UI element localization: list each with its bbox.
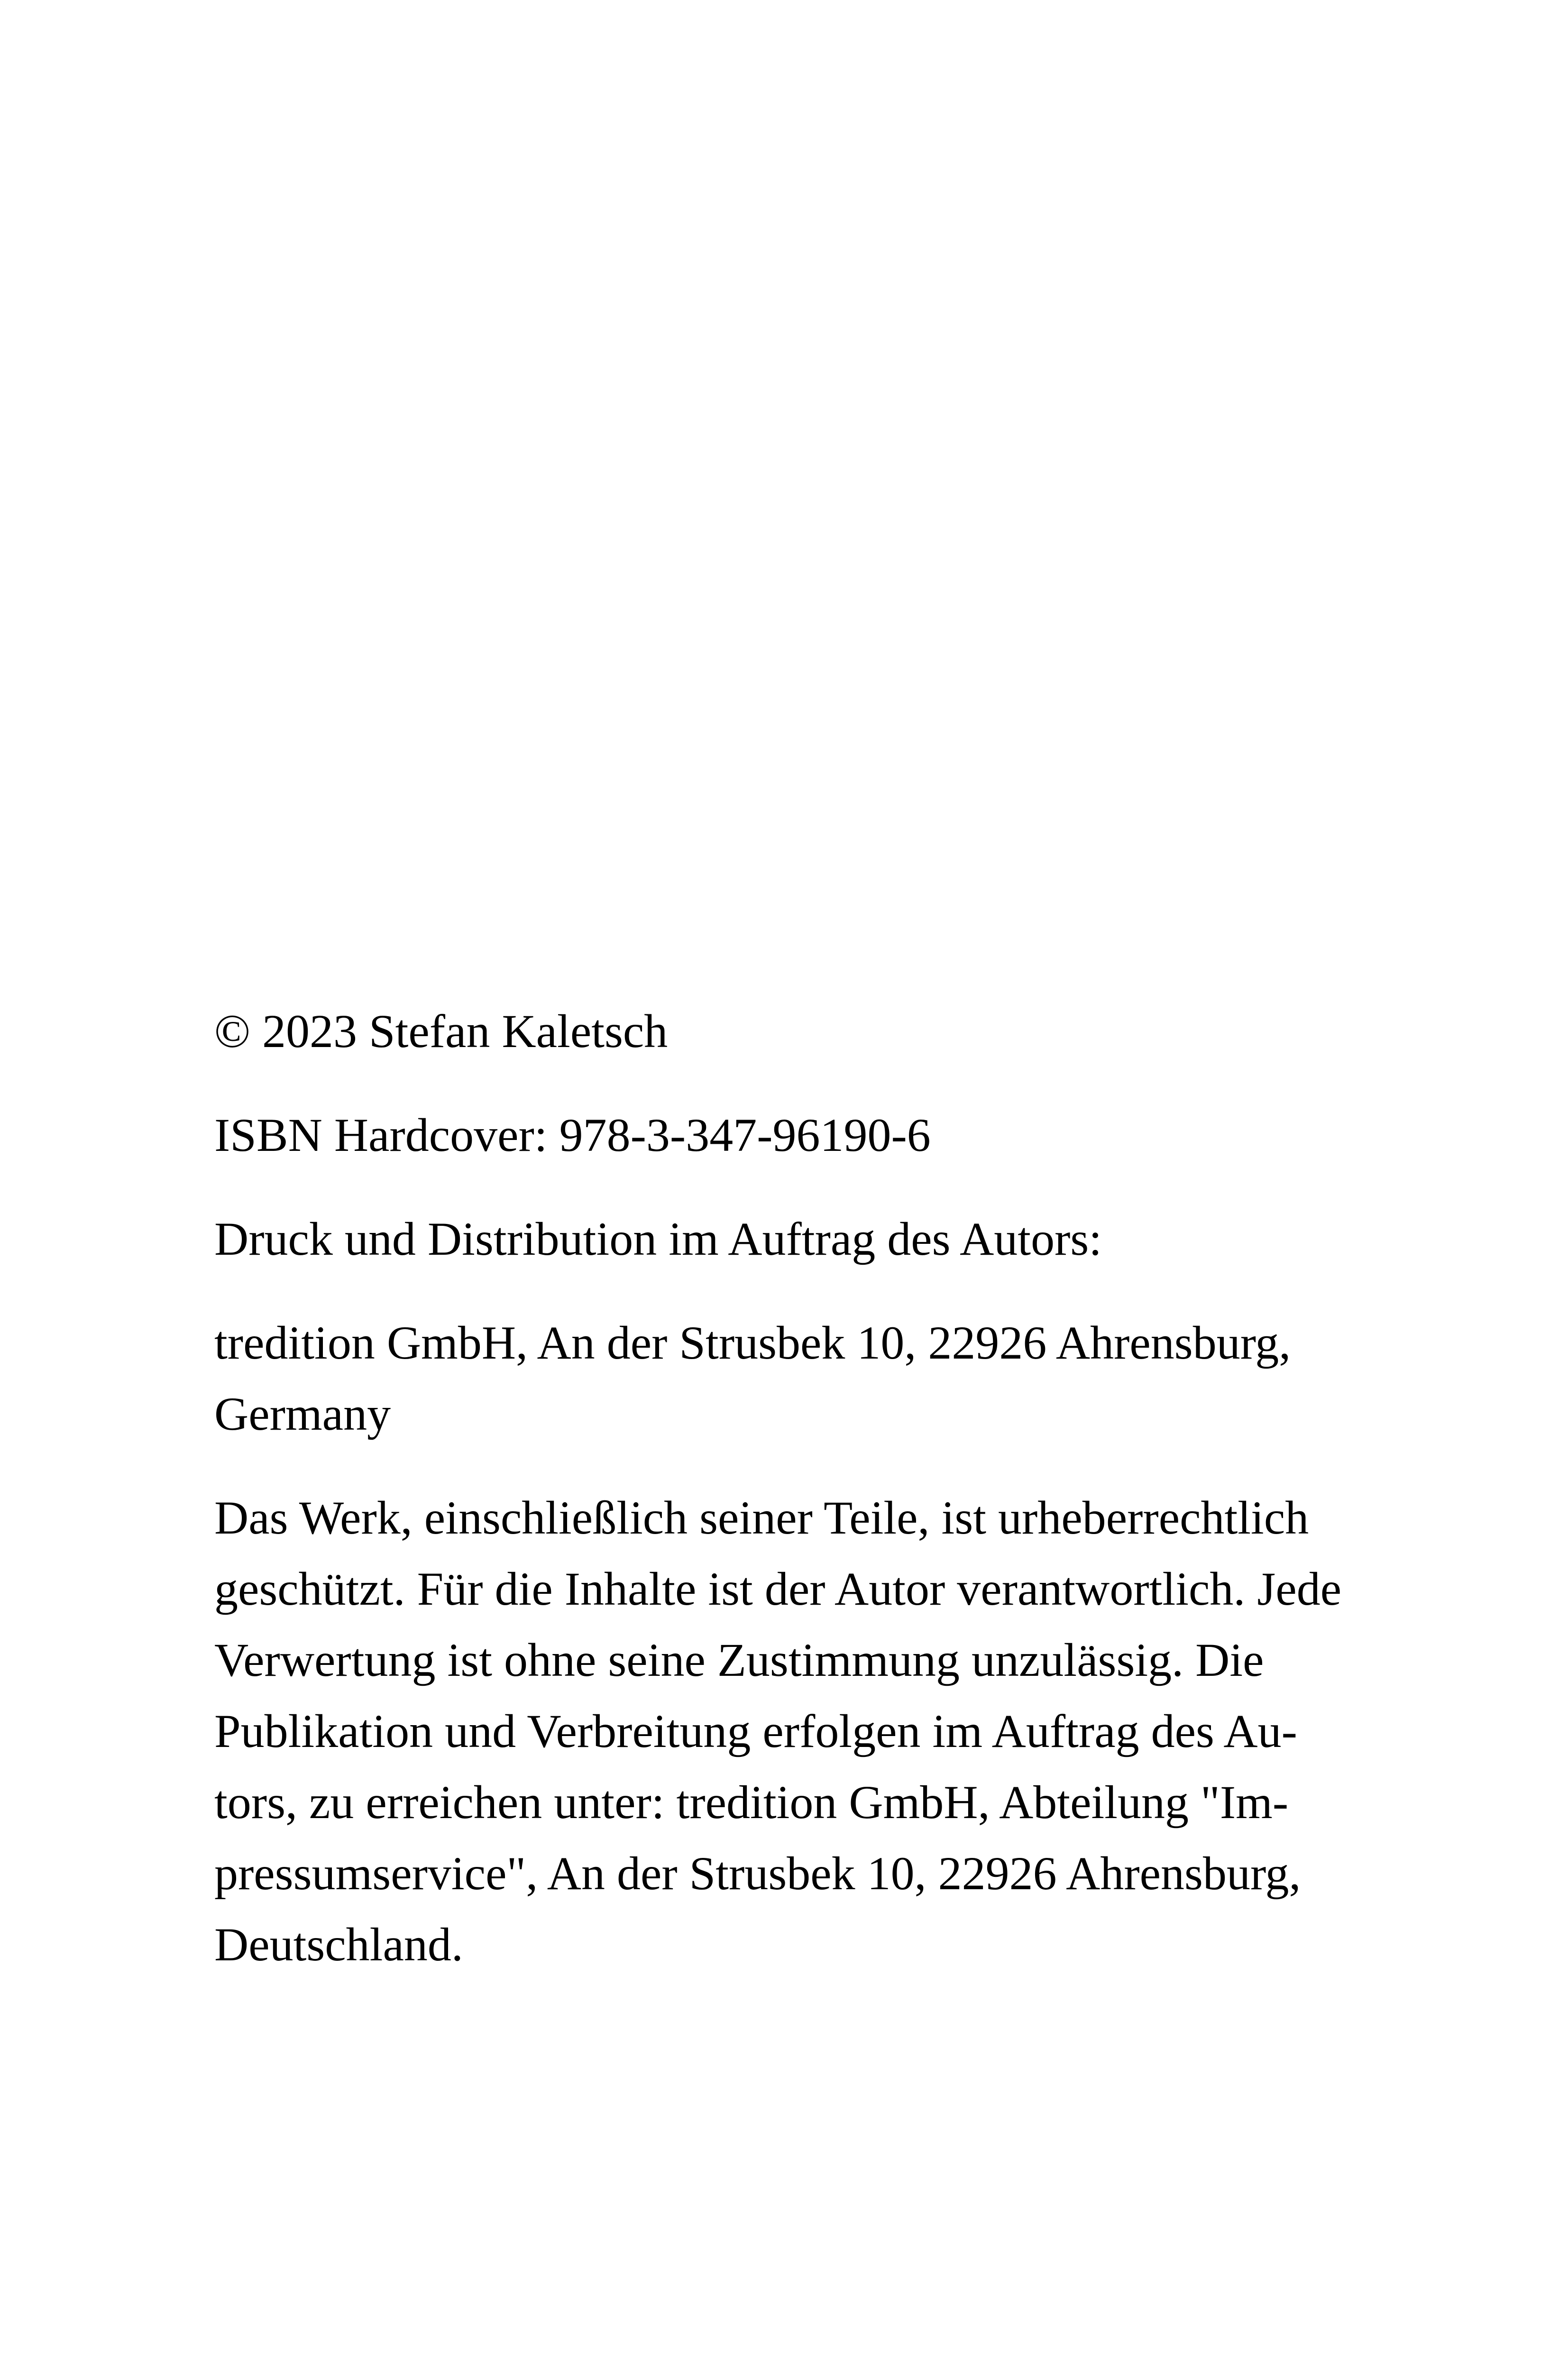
isbn-line: ISBN Hardcover: 978-3-347-96190-6 xyxy=(214,1109,931,1161)
publisher-address xyxy=(214,1307,1400,1450)
copyright-line: © 2023 Stefan Kaletsch xyxy=(214,1005,668,1057)
imprint-block xyxy=(214,996,1400,1980)
legal-notice-line: Deutschland. xyxy=(214,1918,463,1971)
distribution-note: Druck und Distribution im Auftrag des Autors: xyxy=(214,1213,1102,1265)
legal-notice-line: Verwertung ist ohne seine Zustimmung unzulässig. Die xyxy=(214,1634,1264,1686)
legal-notice-line: geschützt. Für die Inhalte ist der Autor verantwortlich. Jede xyxy=(214,1562,1342,1615)
legal-notice-line: tors, zu erreichen unter: tredition GmbH, Abteilung "Im- xyxy=(214,1776,1289,1829)
legal-notice-line: Das Werk, einschließlich seiner Teile, ist urheberrechtlich xyxy=(214,1491,1309,1544)
legal-notice xyxy=(214,1482,1400,1980)
publisher-address-line: Germany xyxy=(214,1388,391,1440)
legal-notice-line: Publikation und Verbreitung erfolgen im Auftrag des Au- xyxy=(214,1705,1297,1757)
legal-notice-line: pressumservice", An der Strusbek 10, 22926 Ahrensburg, xyxy=(214,1847,1301,1900)
publisher-address-line: tredition GmbH, An der Strusbek 10, 22926 Ahrensburg, xyxy=(214,1316,1291,1369)
